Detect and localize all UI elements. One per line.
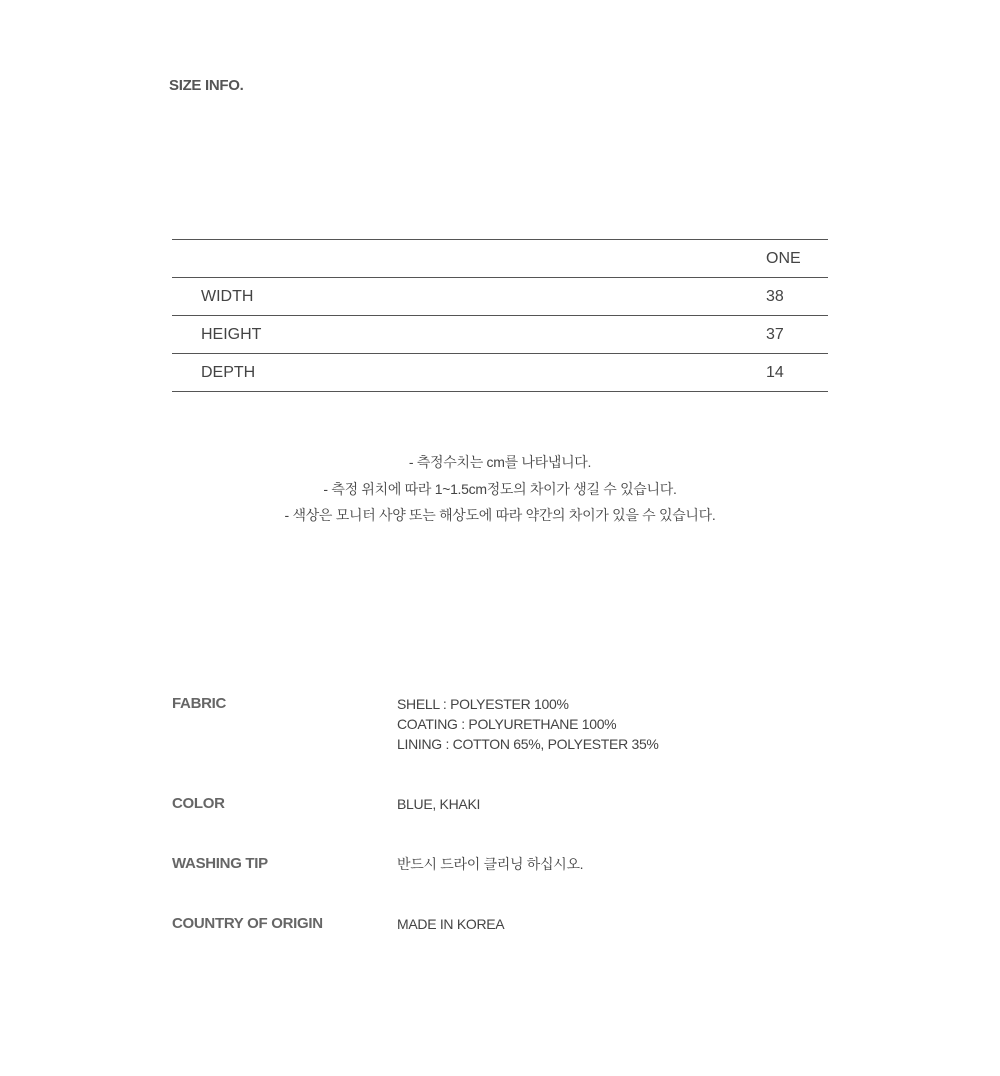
size-table-header-row xyxy=(172,240,828,278)
size-table-header-one: ONE xyxy=(766,240,828,278)
size-row-label: WIDTH xyxy=(172,278,766,316)
size-info-title: SIZE INFO. xyxy=(169,77,244,94)
size-row-value: 38 xyxy=(766,278,828,316)
fabric-lining: LINING : COTTON 65%, POLYESTER 35% xyxy=(397,736,659,752)
size-row-label: DEPTH xyxy=(172,354,766,392)
measurement-notes xyxy=(0,449,1000,529)
origin-label: COUNTRY OF ORIGIN xyxy=(172,915,323,932)
fabric-label: FABRIC xyxy=(172,695,227,712)
note-line: - 측정수치는 cm를 나타냅니다. xyxy=(408,454,592,470)
fabric-coating: COATING : POLYURETHANE 100% xyxy=(397,716,617,732)
note-line: - 색상은 모니터 사양 또는 해상도에 따라 약간의 차이가 있을 수 있습니다. xyxy=(284,507,716,523)
size-row-width xyxy=(172,278,828,316)
product-info xyxy=(172,694,828,934)
fabric-shell: SHELL : POLYESTER 100% xyxy=(397,696,569,712)
info-row-origin xyxy=(172,914,828,934)
info-row-fabric xyxy=(172,694,828,754)
fabric-value xyxy=(397,694,659,754)
size-table xyxy=(172,239,828,392)
size-table-header-label xyxy=(172,240,766,278)
color-value: BLUE, KHAKI xyxy=(397,796,481,812)
origin-value: MADE IN KOREA xyxy=(397,916,505,932)
size-row-depth xyxy=(172,354,828,392)
info-row-color xyxy=(172,794,828,814)
washing-tip-value: 반드시 드라이 클리닝 하십시오. xyxy=(397,856,584,872)
size-row-label: HEIGHT xyxy=(172,316,766,354)
color-label: COLOR xyxy=(172,795,225,812)
size-row-value: 14 xyxy=(766,354,828,392)
size-row-value: 37 xyxy=(766,316,828,354)
info-row-washing xyxy=(172,854,828,874)
washing-tip-label: WASHING TIP xyxy=(172,855,268,872)
size-row-height xyxy=(172,316,828,354)
note-line: - 측정 위치에 따라 1~1.5cm정도의 차이가 생길 수 있습니다. xyxy=(323,480,677,497)
